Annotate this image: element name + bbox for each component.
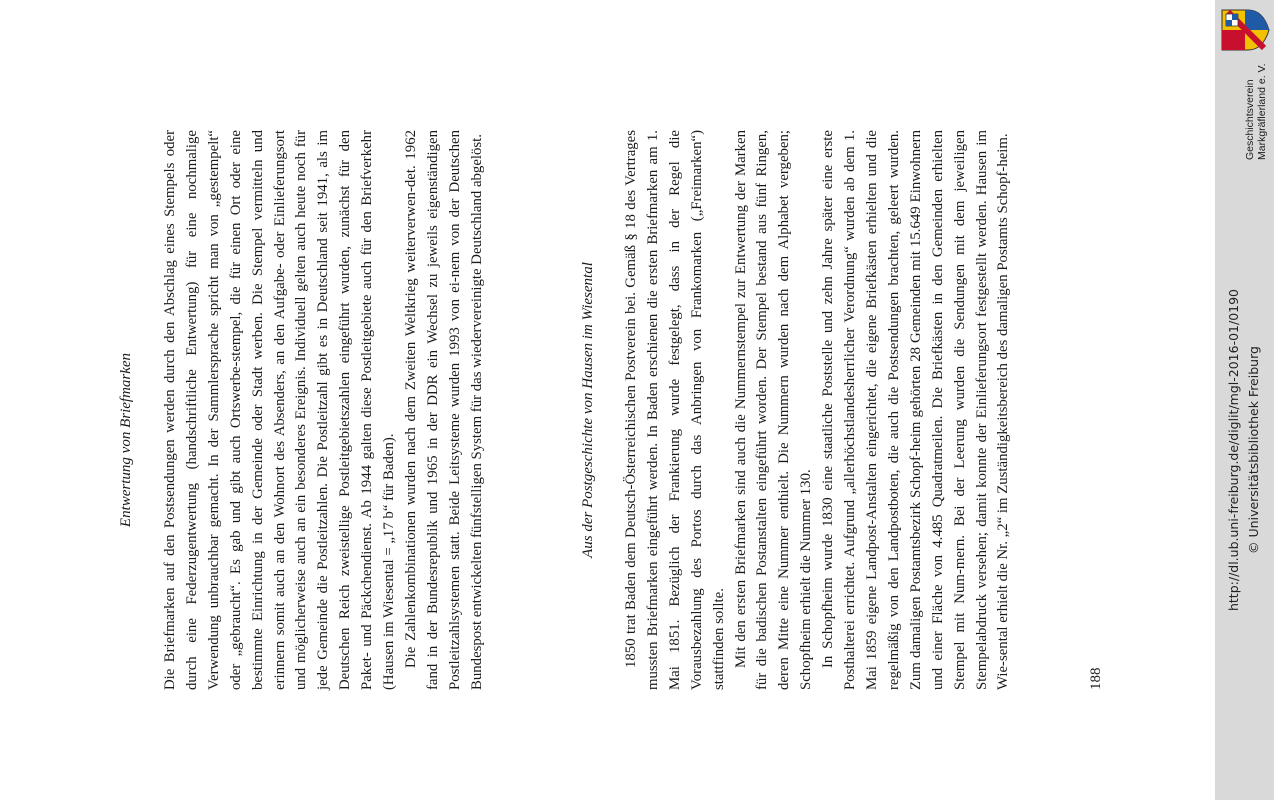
- society-name-line1: Geschichtsverein: [1244, 79, 1256, 160]
- text-block-1: [160, 130, 489, 690]
- paragraph: Die Briefmarken auf den Postsendungen werden durch den Abschlag eines Stempels oder durch eine Federzugentwertung (handschriftliche Entwertung) für eine nochmalige Verwendung unbrauchbar gemacht. In der Sammlersprache spricht man von „gestempelt“ oder „gebraucht“. Es gab und gibt auch Ortswerbe-stempel, die für einen Ort oder eine bestimmte Einrichtung in der Gemeinde oder Stadt werben. Die Stempel vermitteln und erinnern somit auch an den Wohnort des Absenders, an den Aufgabe- oder Einlieferungsort und möglicherweise auch an ein besonderes Ereignis. Individuell gelten auch heute noch für jede Gemeinde die Postleitzahlen. Die Postleitzahl gibt es in Deutschland seit 1941, als im Deutschen Reich zweistellige Postleitgebietszahlen eingeführt wurden, zunächst für den Paket- und Päckchendienst. Ab 1944 galten diese Postleitgebiete auch für den Briefverkehr (Hausen im Wiesental = „17 b“ für Baden).: [162, 130, 398, 690]
- library-credit: © Universitätsbibliothek Freiburg: [1246, 346, 1261, 554]
- permalink-url[interactable]: http://dl.ub.uni-freiburg.de/diglit/mgl-2016-01/0190: [1226, 288, 1241, 612]
- page-number: 188: [1088, 667, 1104, 690]
- paragraph: Die Zahlenkombinationen wurden nach dem Zweiten Weltkrieg weiterverwen-det. 1962 fand in der Bundesrepublik und 1965 in der DDR ein Wechsel zu jeweils eigenständigen Postleitzahlsystemen statt. Beide Leitsysteme wurden 1993 von ei-nem von der Deutschen Bundespost entwickelten fünfstelligen System für das wiedervereinigte Deutschland abgelöst.: [402, 130, 485, 690]
- paragraph: In Schopfheim wurde 1830 eine staatliche Poststelle und zehn Jahre später eine erste Posthalterei errichtet. Aufgrund „allerhöchstlandesherrlicher Verordnung“ wurden ab dem 1. Mai 1859 eigene Landpost-Anstalten eingerichtet, die eigene Briefkästen erhielten und die regelmäßig von den Landpostboten, die auch die Postsendungen brachten, geleert wurden. Zum damaligen Postamtsbezirk Schopf-heim gehörten 28 Gemeinden mit 15.649 Einwohnern und einer Fläche von 4.485 Quadratmeilen. Die Briefkästen in den Gemeinden erhielten Stempel mit Num-mern. Bei der Leerung wurden die Sendungen mit dem jeweiligen Stempelabdruck versehen; damit konnte der Einlieferungsort festgestellt werden. Hausen im Wie-sental erhielt die Nr. „2“ im Zuständigkeitsbereich des damaligen Postamts Schopf-heim.: [820, 130, 1012, 690]
- paragraph: 1850 trat Baden dem Deutsch-Österreichischen Postverein bei. Gemäß § 18 des Vertrages mussten Briefmarken eingeführt werden. In Baden erschienen die ersten Briefmarken am 1. Mai 1851. Bezüglich der Frankierung wurde festgelegt, dass in der Regel die Vorausbezahlung des Portos durch das Anbringen von Frankomarken („Freimarken“) stattfinden sollte.: [623, 130, 727, 690]
- society-name-line2: Markgräflerland e. V.: [1256, 63, 1268, 160]
- section-heading-entwertung: Entwertung von Briefmarken: [118, 352, 134, 528]
- paragraph: Mit den ersten Briefmarken sind auch die Nummernstempel zur Entwertung der Marken für die badischen Postanstalten eingeführt worden. Der Stempel bestand aus fünf Ringen, deren Mitte eine Nummer enthielt. Die Nummern wurden nach dem Alphabet vergeben; Schopfheim erhielt die Nummer 130.: [732, 130, 815, 690]
- coat-of-arms-icon: [1220, 8, 1270, 52]
- text-block-2: [621, 130, 1015, 690]
- section-heading-postgeschichte: Aus der Postgeschichte von Hausen im Wiesental: [580, 262, 596, 558]
